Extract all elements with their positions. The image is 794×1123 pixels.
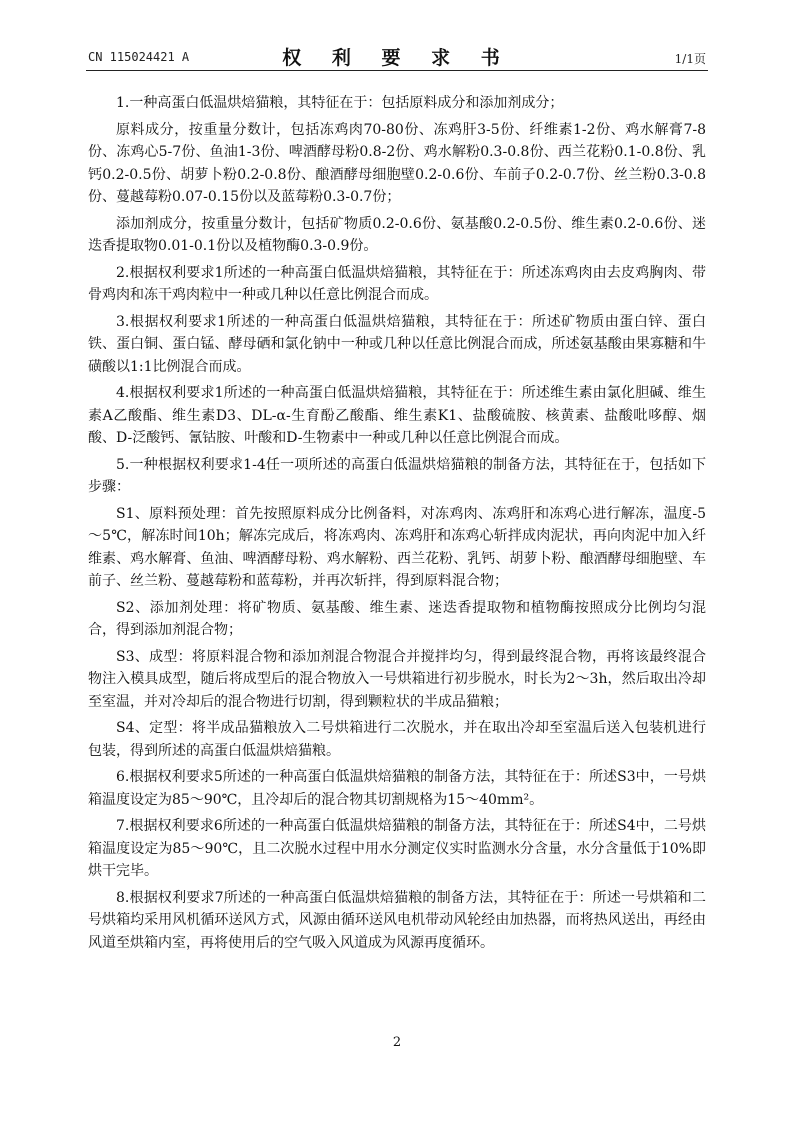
claim-paragraph: 4.根据权利要求1所述的一种高蛋白低温烘焙猫粮，其特征在于：所述维生素由氯化胆碱、维生素A乙酸酯、维生素D3、DL-α-生育酚乙酸酯、维生素K1、盐酸硫胺、核黄素、盐酸吡哆醇、烟酸、D-泛酸钙、氰钴胺、叶酸和D-生物素中一种或几种以任意比例混合而成。 [88, 385, 706, 446]
claim-paragraph: 添加剂成分，按重量分数计，包括矿物质0.2-0.6份、氨基酸0.2-0.5份、维生素0.2-0.6份、迷迭香提取物0.01-0.1份以及植物酶0.3-0.9份。 [88, 215, 706, 254]
claim-paragraph: S3、成型：将原料混合物和添加剂混合物混合并搅拌均匀，得到最终混合物，再将该最终混合物注入模具成型，随后将成型后的混合物放入一号烘箱进行初步脱水，时长为2～3h，然后取出冷却至室温，并对冷却后的混合物进行切割，得到颗粒状的半成品猫粮； [88, 648, 706, 710]
claim-paragraph: 7.根据权利要求6所述的一种高蛋白低温烘焙猫粮的制备方法，其特征在于：所述S4中，二号烘箱温度设定为85～90℃，且二次脱水过程中用水分测定仪实时监测水分含量，水分含量低于10%即烘干完毕。 [88, 818, 706, 879]
claim-paragraph: 2.根据权利要求1所述的一种高蛋白低温烘焙猫粮，其特征在于：所述冻鸡肉由去皮鸡胸肉、带骨鸡肉和冻干鸡肉粒中一种或几种以任意比例混合而成。 [88, 264, 706, 303]
page-indicator: 1/1页 [674, 52, 706, 66]
claim-paragraph: 5.一种根据权利要求1-4任一项所述的高蛋白低温烘焙猫粮的制备方法，其特征在于，包括如下步骤： [88, 456, 706, 495]
publication-number: CN 115024421 A [88, 50, 190, 64]
claim-paragraph: 3.根据权利要求1所述的一种高蛋白低温烘焙猫粮，其特征在于：所述矿物质由蛋白锌、蛋白铁、蛋白铜、蛋白锰、酵母硒和氯化钠中一种或几种以任意比例混合而成，所述氨基酸由果寡糖和牛磺酸以1:1比例混合而成。 [88, 313, 706, 375]
claim-paragraph: S1、原料预处理：首先按照原料成分比例备料，对冻鸡肉、冻鸡肝和冻鸡心进行解冻，温度-5～5℃，解冻时间10h；解冻完成后，将冻鸡肉、冻鸡肝和冻鸡心斩拌成肉泥状，再向肉泥中加入纤维素、鸡水解膏、鱼油、啤酒酵母粉、鸡水解粉、西兰花粉、乳钙、胡萝卜粉、酿酒酵母细胞壁、车前子、丝兰粉、蔓越莓粉和蓝莓粉，并再次斩拌，得到原料混合物； [88, 505, 706, 589]
page-number: 2 [392, 1035, 402, 1050]
claim-paragraph: S4、定型：将半成品猫粮放入二号烘箱进行二次脱水，并在取出冷却至室温后送入包装机进行包装，得到所述的高蛋白低温烘焙猫粮。 [88, 720, 706, 759]
claim-paragraph: 原料成分，按重量分数计，包括冻鸡肉70-80份、冻鸡肝3-5份、纤维素1-2份、鸡水解膏7-8份、冻鸡心5-7份、鱼油1-3份、啤酒酵母粉0.8-2份、鸡水解粉0.3-0.8份、西兰花粉0.1-0.8份、乳钙0.2-0.5份、胡萝卜粉0.2-0.8份、酿酒酵母细胞壁0.2-0.6份、车前子0.2-0.7份、丝兰粉0.3-0.8份、蔓越莓粉0.07-0.15份以及蓝莓粉0.3-0.7份； [88, 121, 706, 205]
claim-paragraph: 1.一种高蛋白低温烘焙猫粮，其特征在于：包括原料成分和添加剂成分； [116, 95, 564, 111]
claim-paragraph: 8.根据权利要求7所述的一种高蛋白低温烘焙猫粮的制备方法，其特征在于：所述一号烘箱和二号烘箱均采用风机循环送风方式，风源由循环送风电机带动风轮经由加热器，而将热风送出，再经由风道至烘箱内室，再将使用后的空气吸入风道成为风源再度循环。 [88, 889, 706, 951]
header-rule [86, 70, 708, 71]
claims-body [88, 92, 706, 958]
claim-paragraph: S2、添加剂处理：将矿物质、氨基酸、维生素、迷迭香提取物和植物酶按照成分比例均匀混合，得到添加剂混合物； [88, 599, 706, 638]
claim-paragraph: 6.根据权利要求5所述的一种高蛋白低温烘焙猫粮的制备方法，其特征在于：所述S3中，一号烘箱温度设定为85～90℃，且冷却后的混合物其切割规格为15～40mm²。 [88, 769, 706, 808]
document-title: 权 利 要 求 书 [282, 47, 512, 69]
